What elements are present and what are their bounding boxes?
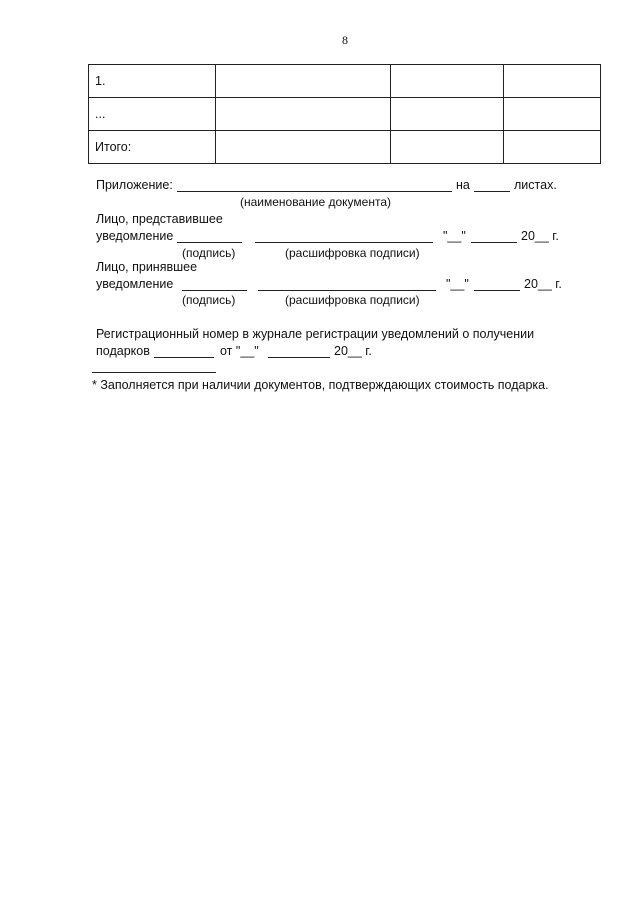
submitter-signature-caption: (подпись) (182, 246, 236, 260)
receiver-date-quote: "__" (446, 277, 469, 291)
submitter-signature-blank[interactable] (177, 242, 242, 243)
receiver-signature-blank[interactable] (182, 290, 247, 291)
table-cell (391, 98, 504, 131)
submitter-month-blank[interactable] (471, 242, 517, 243)
receiver-line1: Лицо, принявшее (96, 260, 198, 274)
registration-number-blank[interactable] (154, 357, 214, 358)
gift-table (88, 64, 601, 164)
table-row (89, 65, 601, 98)
appendix-on: на (456, 178, 470, 192)
receiver-decode-caption: (расшифровка подписи) (285, 293, 420, 307)
table-cell (391, 65, 504, 98)
registration-line1: Регистрационный номер в журнале регистрации уведомлений о получении (96, 327, 535, 341)
appendix-sheets: листах. (514, 178, 557, 192)
footnote-text: * Заполняется при наличии документов, подтверждающих стоимость подарка. (92, 378, 549, 392)
table-cell (216, 131, 391, 164)
footnote-separator (92, 372, 216, 373)
table-cell (504, 98, 601, 131)
table-cell (504, 131, 601, 164)
receiver-line2: уведомление (96, 277, 174, 291)
appendix-label: Приложение: (96, 178, 173, 192)
table-cell (391, 131, 504, 164)
receiver-month-blank[interactable] (474, 290, 520, 291)
appendix-document-blank[interactable] (177, 191, 452, 192)
submitter-date-quote: "__" (443, 229, 466, 243)
table-row (89, 131, 601, 164)
table-cell: Итого: (89, 131, 216, 164)
submitter-decode-blank[interactable] (255, 242, 433, 243)
submitter-decode-caption: (расшифровка подписи) (285, 246, 420, 260)
registration-month-blank[interactable] (268, 357, 330, 358)
registration-line2-start: подарков (96, 344, 150, 358)
page-number: 8 (342, 33, 348, 47)
registration-from: от "__" (220, 344, 259, 358)
table-row (89, 98, 601, 131)
table-cell (216, 65, 391, 98)
registration-year: 20__ г. (334, 344, 372, 358)
receiver-signature-caption: (подпись) (182, 293, 236, 307)
table-cell: 1. (89, 65, 216, 98)
appendix-caption: (наименование документа) (240, 195, 391, 209)
receiver-year: 20__ г. (524, 277, 562, 291)
table-cell (504, 65, 601, 98)
submitter-year: 20__ г. (521, 229, 559, 243)
receiver-decode-blank[interactable] (258, 290, 436, 291)
appendix-sheets-blank[interactable] (474, 191, 510, 192)
submitter-line1: Лицо, представившее (96, 212, 223, 226)
table-cell: ... (89, 98, 216, 131)
submitter-line2: уведомление (96, 229, 174, 243)
table-cell (216, 98, 391, 131)
